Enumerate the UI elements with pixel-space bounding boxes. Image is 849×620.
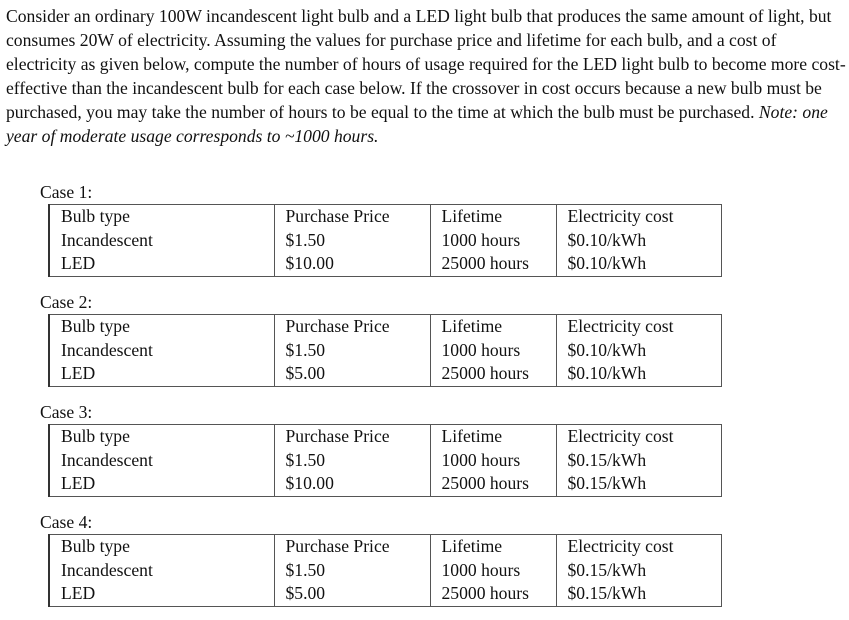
header-lifetime: Lifetime xyxy=(430,315,556,339)
header-electricity-cost: Electricity cost xyxy=(556,315,721,339)
lifetime-cell: 25000 hours xyxy=(430,582,556,606)
electricity-cost-cell: $0.15/kWh xyxy=(556,449,721,473)
problem-text: Consider an ordinary 100W incandescent light bulb and a LED light bulb that produces the same amount of light, but consumes 20W of electricity. Assuming the values for purchase price and lifetime for each bulb, and a cost of electricity as given below, compute the number of hours of usage required for the LED light bulb to become more cost-effective than the incandescent bulb for each case below. If the crossover in cost occurs because a new bulb must be purchased, you may take the number of hours to be equal to the time at which the bulb must be purchased. xyxy=(6,6,846,122)
purchase-price-cell: $10.00 xyxy=(274,252,430,276)
electricity-cost-cell: $0.15/kWh xyxy=(556,472,721,496)
bulb-type-cell: Incandescent xyxy=(49,559,274,583)
table-row xyxy=(49,339,721,363)
bulb-type-cell: Incandescent xyxy=(49,449,274,473)
bulb-type-cell: Incandescent xyxy=(49,229,274,253)
lifetime-cell: 25000 hours xyxy=(430,252,556,276)
header-purchase-price: Purchase Price xyxy=(274,315,430,339)
electricity-cost-cell: $0.10/kWh xyxy=(556,362,721,386)
table-row xyxy=(49,229,721,253)
bulb-type-cell: LED xyxy=(49,252,274,276)
bulb-type-cell: LED xyxy=(49,582,274,606)
lifetime-cell: 25000 hours xyxy=(430,472,556,496)
header-lifetime: Lifetime xyxy=(430,535,556,559)
header-bulb-type: Bulb type xyxy=(49,425,274,449)
header-bulb-type: Bulb type xyxy=(49,315,274,339)
header-electricity-cost: Electricity cost xyxy=(556,535,721,559)
table-row xyxy=(49,582,721,606)
case-1-label: Case 1: xyxy=(40,182,93,202)
header-lifetime: Lifetime xyxy=(430,425,556,449)
header-purchase-price: Purchase Price xyxy=(274,535,430,559)
electricity-cost-cell: $0.10/kWh xyxy=(556,229,721,253)
bulb-type-cell: Incandescent xyxy=(49,339,274,363)
case-3-label: Case 3: xyxy=(40,402,93,422)
case-2-table xyxy=(48,314,722,387)
table-header-row xyxy=(49,535,721,559)
case-4-table xyxy=(48,534,722,607)
table-row xyxy=(49,362,721,386)
electricity-cost-cell: $0.10/kWh xyxy=(556,252,721,276)
table-row xyxy=(49,449,721,473)
table-row xyxy=(49,252,721,276)
bulb-type-cell: LED xyxy=(49,362,274,386)
table-header-row xyxy=(49,315,721,339)
lifetime-cell: 25000 hours xyxy=(430,362,556,386)
problem-statement xyxy=(6,4,846,148)
lifetime-cell: 1000 hours xyxy=(430,229,556,253)
electricity-cost-cell: $0.15/kWh xyxy=(556,582,721,606)
lifetime-cell: 1000 hours xyxy=(430,559,556,583)
header-electricity-cost: Electricity cost xyxy=(556,425,721,449)
purchase-price-cell: $1.50 xyxy=(274,559,430,583)
table-row xyxy=(49,559,721,583)
table-header-row xyxy=(49,205,721,229)
header-purchase-price: Purchase Price xyxy=(274,205,430,229)
header-bulb-type: Bulb type xyxy=(49,535,274,559)
case-4-label: Case 4: xyxy=(40,512,93,532)
purchase-price-cell: $5.00 xyxy=(274,362,430,386)
case-1-table xyxy=(48,204,722,277)
purchase-price-cell: $1.50 xyxy=(274,339,430,363)
header-bulb-type: Bulb type xyxy=(49,205,274,229)
purchase-price-cell: $10.00 xyxy=(274,472,430,496)
electricity-cost-cell: $0.10/kWh xyxy=(556,339,721,363)
header-purchase-price: Purchase Price xyxy=(274,425,430,449)
electricity-cost-cell: $0.15/kWh xyxy=(556,559,721,583)
usage-note: Note: one year of moderate usage corresponds to ~1000 hours. xyxy=(6,102,828,146)
lifetime-cell: 1000 hours xyxy=(430,449,556,473)
purchase-price-cell: $5.00 xyxy=(274,582,430,606)
table-row xyxy=(49,472,721,496)
header-electricity-cost: Electricity cost xyxy=(556,205,721,229)
purchase-price-cell: $1.50 xyxy=(274,229,430,253)
table-header-row xyxy=(49,425,721,449)
case-2-label: Case 2: xyxy=(40,292,93,312)
purchase-price-cell: $1.50 xyxy=(274,449,430,473)
lifetime-cell: 1000 hours xyxy=(430,339,556,363)
bulb-type-cell: LED xyxy=(49,472,274,496)
header-lifetime: Lifetime xyxy=(430,205,556,229)
case-3-table xyxy=(48,424,722,497)
